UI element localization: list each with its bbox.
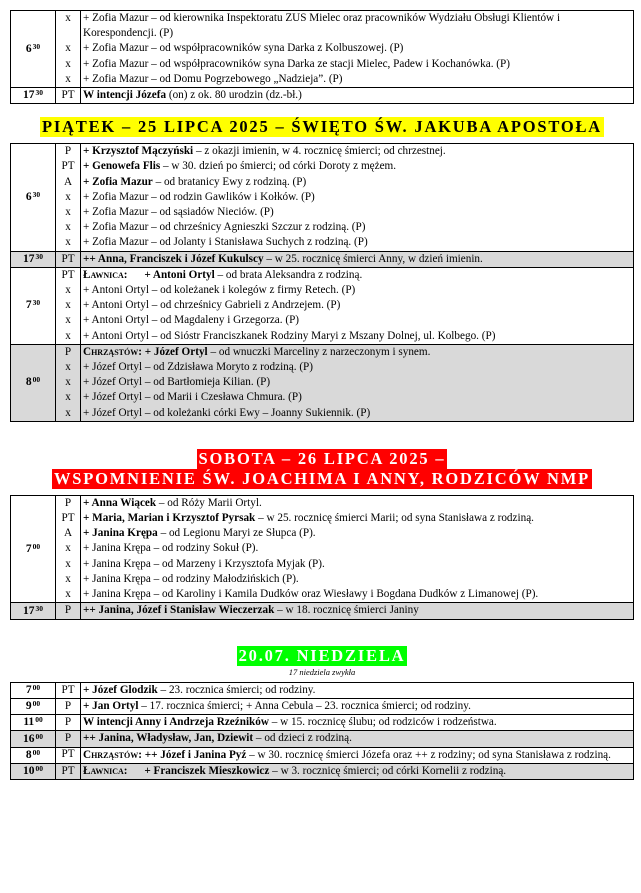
church-name: Ławnica:	[83, 764, 128, 777]
intention-code: P	[56, 715, 81, 731]
intention-code: PT	[56, 682, 81, 698]
mass-row	[11, 88, 634, 104]
church-name: Ławnica:	[83, 268, 128, 281]
intention-entry: + Antoni Ortyl – od Sióstr Franciszkanek Rodziny Maryi z Mszany Dolnej, ul. Kolbego. (P)	[83, 329, 496, 342]
intention-entry: + Jan Ortyl – 17. rocznica śmierci; + Anna Cebula – 23. rocznica śmierci; od rodziny.	[81, 698, 634, 714]
intention-entry: ++ Anna, Franciszek i Józef Kukulscy – w 25. rocznicę śmierci Anny, w dzień imienin.	[81, 251, 634, 267]
mass-time: $8^{00}$	[11, 747, 56, 763]
mass-row	[11, 495, 634, 602]
mass-row	[11, 251, 634, 267]
intention-entry: + Józef Ortyl – od koleżanki córki Ewy – Joanny Sukiennik. (P)	[83, 406, 371, 419]
intention-entry: ++ Janina, Józef i Stanisław Wieczerzak – w 18. rocznicę śmierci Janiny	[81, 603, 634, 619]
intention-codes: x x x x	[56, 11, 81, 88]
mass-time: $17^{30}$	[11, 88, 56, 104]
mass-time: $7^{30}$	[11, 267, 56, 344]
intention-entry: + Zofia Mazur – od rodzin Gawlików i Kołków. (P)	[83, 190, 315, 203]
mass-time: $16^{00}$	[11, 731, 56, 747]
mass-row	[11, 763, 634, 779]
mass-time: $6^{30}$	[11, 144, 56, 251]
mass-row	[11, 144, 634, 251]
mass-row	[11, 698, 634, 714]
intention-entry: W intencji Anny i Andrzeja Rzeźników – w 15. rocznicę ślubu; od rodziców i rodzeństwa.	[81, 715, 634, 731]
mass-row	[11, 731, 634, 747]
church-name: Chrząstów:	[83, 748, 142, 761]
sunday-header: 20.07. NIEDZIELA 17 niedziela zwykła	[10, 646, 634, 677]
intention-code: P	[56, 731, 81, 747]
friday-table	[10, 143, 634, 422]
intention-list	[81, 144, 634, 251]
intention-entry: + Zofia Mazur – od Jolanty i Stanisława Suchych z rodziną. (P)	[83, 236, 368, 249]
sunday-table	[10, 682, 634, 780]
intention-code: PT	[56, 763, 81, 779]
intention-entry: + Józef Glodzik – 23. rocznica śmierci; od rodziny.	[81, 682, 634, 698]
mass-row	[11, 11, 634, 88]
mass-row	[11, 603, 634, 619]
saturday-table	[10, 495, 634, 620]
intention-entry: + Zofia Mazur – od kierownika Inspektoratu ZUS Mielec oraz pracowników Wydziału Obsługi Klientów i Korespondencji. (P)	[83, 12, 561, 40]
intention-entry: + Krzysztof Mączyński – z okazji imienin, w 4. rocznicę śmierci; od chrzestnej.	[83, 145, 446, 158]
intention-entry: + Janina Krępa – od rodziny Sokuł (P).	[83, 542, 259, 555]
mass-time: $7^{00}$	[11, 682, 56, 698]
mass-row	[11, 715, 634, 731]
intention-entry: + Anna Wiącek – od Róży Marii Ortyl.	[83, 496, 262, 509]
mass-time: $6^{30}$	[11, 11, 56, 88]
mass-row	[11, 344, 634, 421]
intention-entry: + Janina Krępa – od Marzeny i Krzysztofa Myjak (P).	[83, 557, 325, 570]
intention-entry: Ławnica: + Antoni Ortyl – od brata Aleksandra z rodziną.	[83, 268, 363, 281]
mass-row	[11, 747, 634, 763]
intention-entry: + Genowefa Flis – w 30. dzień po śmierci; od córki Doroty z mężem.	[83, 160, 397, 173]
intention-code: P	[56, 698, 81, 714]
sunday-subtitle: 17 niedziela zwykła	[288, 666, 356, 677]
intention-entry: + Zofia Mazur – od współpracowników syna Darka ze stacji Mielec, Padew i Kochanówka. (P)	[83, 57, 510, 70]
mass-time: $17^{30}$	[11, 251, 56, 267]
intention-entry: + Janina Krępa – od rodziny Małodzińskich (P).	[83, 572, 299, 585]
intention-list	[81, 344, 634, 421]
intention-entry: + Zofia Mazur – od współpracowników syna Darka z Kolbuszowej. (P)	[83, 42, 404, 55]
mass-time: $9^{00}$	[11, 698, 56, 714]
intention-entry: Ławnica: + Franciszek Mieszkowicz – w 3. rocznicę śmierci; od córki Kornelii z rodziną.	[81, 763, 634, 779]
saturday-header: SOBOTA – 26 LIPCA 2025 – WSPOMNIENIE ŚW. JOACHIMA I ANNY, RODZICÓW NMP	[53, 448, 591, 488]
intention-entry: + Józef Ortyl – od Bartłomieja Kilian. (P)	[83, 376, 271, 389]
intention-entry: + Zofia Mazur – od Domu Pogrzebowego „Nadzieja”. (P)	[83, 72, 343, 85]
intention-entry: ++ Janina, Władysław, Jan, Dziewit – od dzieci z rodziną.	[81, 731, 634, 747]
friday-header: PIĄTEK – 25 LIPCA 2025 – ŚWIĘTO ŚW. JAKUBA APOSTOŁA	[41, 117, 603, 137]
intention-entry: + Józef Ortyl – od Zdzisława Moryto z rodziną. (P)	[83, 361, 313, 374]
intention-entry: + Maria, Marian i Krzysztof Pyrsak – w 25. rocznicę śmierci Marii; od syna Stanisława z rodziną.	[83, 512, 534, 525]
intention-code: PT	[56, 747, 81, 763]
intention-entry: + Janina Krępa – od Legionu Maryi ze Słupca (P).	[83, 527, 316, 540]
church-name: Chrząstów:	[83, 345, 142, 358]
mass-row	[11, 682, 634, 698]
intention-code: PT	[56, 88, 81, 104]
mass-time: $10^{00}$	[11, 763, 56, 779]
thursday-table	[10, 10, 634, 104]
intention-codes: PT x x x x	[56, 267, 81, 344]
mass-schedule-page	[10, 10, 634, 780]
mass-time: $7^{00}$	[11, 495, 56, 602]
intention-code: P	[56, 603, 81, 619]
mass-time: $11^{00}$	[11, 715, 56, 731]
intention-list	[81, 11, 634, 88]
intention-code: PT	[56, 251, 81, 267]
intention-list	[81, 267, 634, 344]
intention-entry: W intencji Józefa (on) z ok. 80 urodzin (dz.-bł.)	[81, 88, 634, 104]
intention-entry: + Janina Krępa – od Karoliny i Kamila Dudków oraz Wiesławy i Bogdana Dudków z Limanowej (P).	[83, 588, 539, 601]
intention-entry: + Zofia Mazur – od bratanicy Ewy z rodziną. (P)	[83, 175, 307, 188]
intention-entry: + Zofia Mazur – od sąsiadów Nieciów. (P)	[83, 206, 274, 219]
intention-codes: P PT A x x x x	[56, 495, 81, 602]
mass-row	[11, 267, 634, 344]
intention-entry: Chrząstów: ++ Józef i Janina Pyź – w 30. rocznicę śmierci Józefa oraz ++ z rodziny; od syna Stanisława z rodziną.	[81, 747, 634, 763]
intention-entry: + Józef Ortyl – od Marii i Czesława Chmura. (P)	[83, 391, 302, 404]
intention-entry: + Antoni Ortyl – od koleżanek i kolegów z firmy Retech. (P)	[83, 284, 356, 297]
intention-codes: P x x x x	[56, 344, 81, 421]
intention-entry: + Zofia Mazur – od chrześnicy Agnieszki Szczur z rodziną. (P)	[83, 221, 366, 234]
intention-codes: P PT A x x x x	[56, 144, 81, 251]
intention-entry: Chrząstów: + Józef Ortyl – od wnuczki Marceliny z narzeczonym i synem.	[83, 345, 431, 358]
intention-list	[81, 495, 634, 602]
mass-time: $8^{00}$	[11, 344, 56, 421]
intention-entry: + Antoni Ortyl – od Magdaleny i Grzegorza. (P)	[83, 314, 300, 327]
intention-entry: + Antoni Ortyl – od chrześnicy Gabrieli z Andrzejem. (P)	[83, 299, 341, 312]
mass-time: $17^{30}$	[11, 603, 56, 619]
